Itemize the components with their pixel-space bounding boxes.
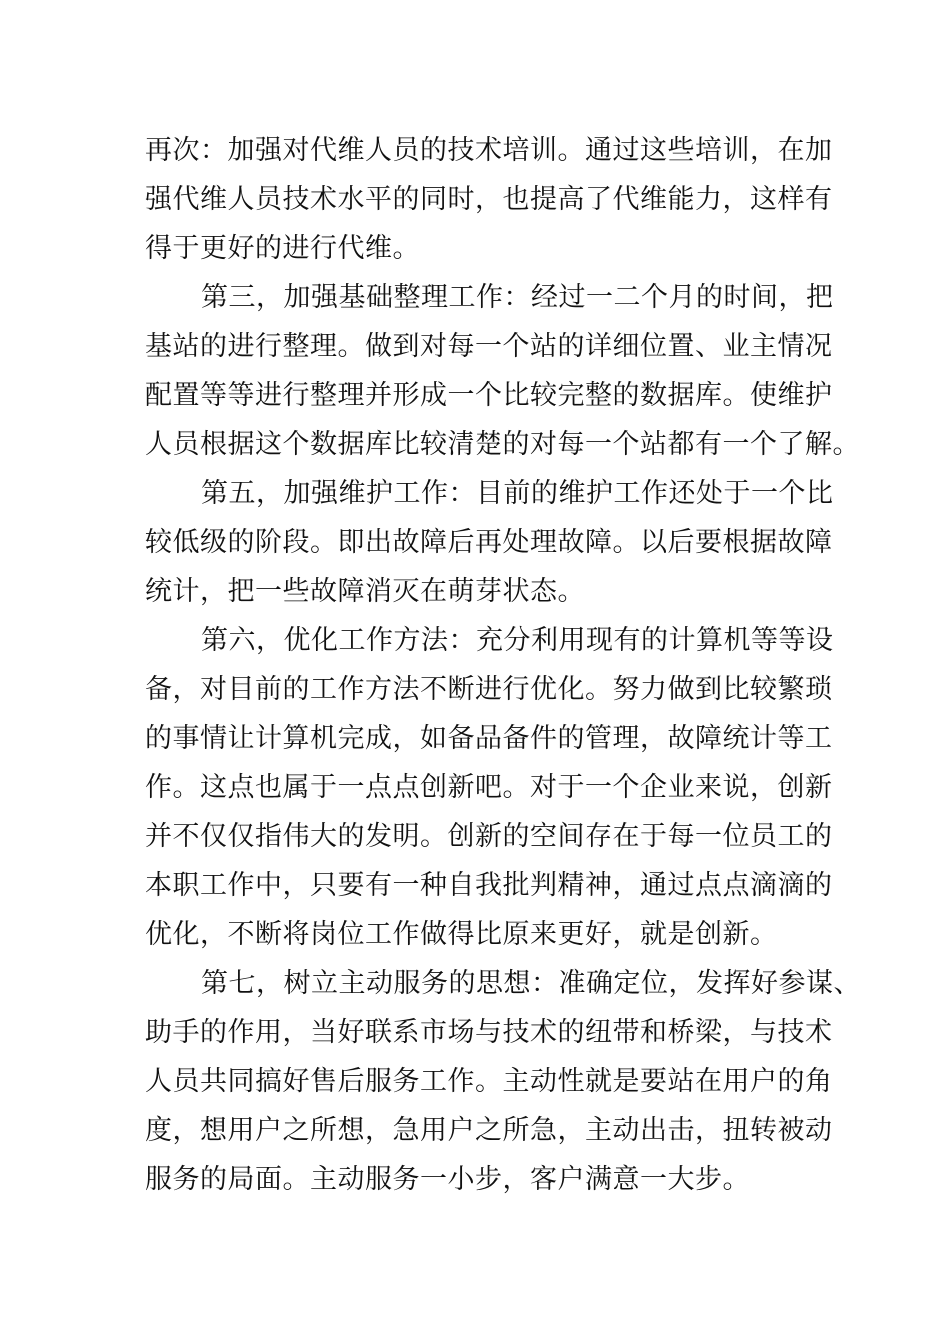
text-line: 优化，不断将岗位工作做得比原来更好，就是创新。	[145, 919, 778, 950]
text-line: 得于更好的进行代维。	[145, 233, 420, 264]
text-line: 并不仅仅指伟大的发明。创新的空间存在于每一位员工的	[145, 821, 833, 852]
text-line: 较低级的阶段。即出故障后再处理故障。以后要根据故障	[145, 527, 833, 558]
paragraph-third	[145, 273, 860, 469]
paragraph-sixth	[145, 616, 834, 959]
text-line: 第七，树立主动服务的思想：准确定位，发挥好参谋、	[201, 968, 861, 999]
document-body	[145, 126, 861, 1204]
text-line: 度，想用户之所想，急用户之所急，主动出击，扭转被动	[145, 1115, 833, 1146]
text-line: 基站的进行整理。做到对每一个站的详细位置、业主情况	[145, 331, 833, 362]
text-line: 再次：加强对代维人员的技术培训。通过这些培训，在加	[145, 135, 833, 166]
text-line: 人员共同搞好售后服务工作。主动性就是要站在用户的角	[145, 1066, 833, 1097]
text-line: 第六，优化工作方法：充分利用现有的计算机等等设	[201, 625, 834, 656]
paragraph-training	[145, 126, 833, 273]
text-line: 作。这点也属于一点点创新吧。对于一个企业来说，创新	[145, 772, 833, 803]
text-line: 第五，加强维护工作：目前的维护工作还处于一个比	[201, 478, 834, 509]
text-line: 人员根据这个数据库比较清楚的对每一个站都有一个了解。	[145, 429, 860, 460]
text-line: 备，对目前的工作方法不断进行优化。努力做到比较繁琐	[145, 674, 833, 705]
paragraph-seventh	[145, 959, 861, 1204]
paragraph-fifth	[145, 469, 834, 616]
text-line: 第三，加强基础整理工作：经过一二个月的时间，把	[201, 282, 834, 313]
text-line: 配置等等进行整理并形成一个比较完整的数据库。使维护	[145, 380, 833, 411]
text-line: 强代维人员技术水平的同时，也提高了代维能力，这样有	[145, 184, 833, 215]
text-line: 助手的作用，当好联系市场与技术的纽带和桥梁，与技术	[145, 1017, 833, 1048]
text-line: 本职工作中，只要有一种自我批判精神，通过点点滴滴的	[145, 870, 833, 901]
text-line: 的事情让计算机完成，如备品备件的管理，故障统计等工	[145, 723, 833, 754]
text-line: 服务的局面。主动服务一小步，客户满意一大步。	[145, 1164, 750, 1195]
text-line: 统计，把一些故障消灭在萌芽状态。	[145, 576, 585, 607]
